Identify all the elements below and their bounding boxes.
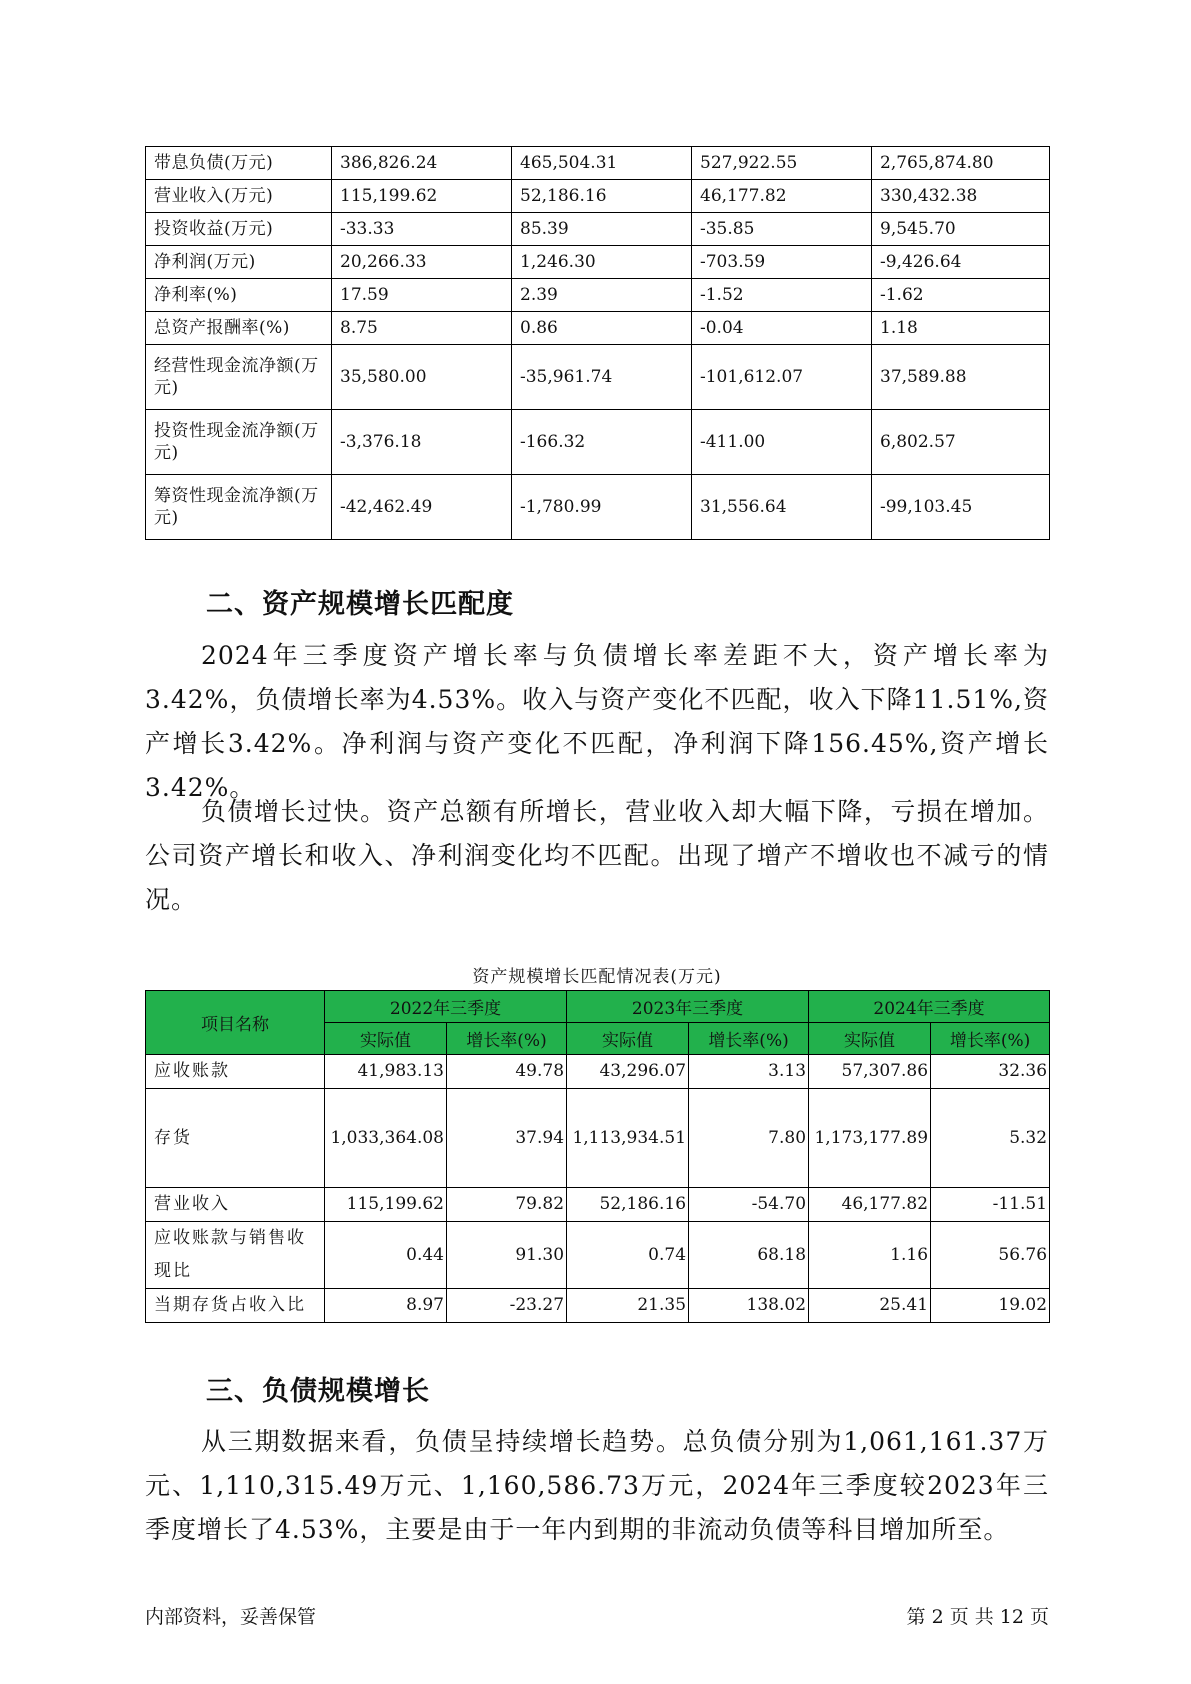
- cell-value: 0.86: [512, 312, 692, 345]
- table-row: [146, 246, 1050, 279]
- cell-value: -1.52: [692, 279, 872, 312]
- table-caption: 资产规模增长匹配情况表(万元): [472, 967, 722, 987]
- cell-value: -0.04: [692, 312, 872, 345]
- cell-value: 56.76: [931, 1222, 1050, 1289]
- cell-value: 85.39: [512, 213, 692, 246]
- cell-value: 115,199.62: [325, 1188, 447, 1222]
- cell-value: 330,432.38: [872, 180, 1050, 213]
- paragraph: 负债增长过快。资产总额有所增长，营业收入却大幅下降，亏损在增加。公司资产增长和收入、净利润变化均不匹配。出现了增产不增收也不减亏的情况。: [145, 797, 1049, 914]
- row-label: 总资产报酬率(%): [146, 312, 332, 345]
- column-header-growth: 增长率(%): [447, 1023, 567, 1055]
- cell-value: 8.97: [325, 1289, 447, 1323]
- cell-value: 49.78: [447, 1055, 567, 1089]
- cell-value: 1,033,364.08: [325, 1089, 447, 1188]
- table-row: [146, 1188, 1050, 1222]
- cell-value: 79.82: [447, 1188, 567, 1222]
- table-row: [146, 1089, 1050, 1188]
- row-label: 经营性现金流净额(万元): [146, 345, 332, 410]
- cell-value: 41,983.13: [325, 1055, 447, 1089]
- cell-value: 8.75: [332, 312, 512, 345]
- cell-value: 57,307.86: [809, 1055, 931, 1089]
- row-label: 应收账款: [146, 1055, 325, 1089]
- cell-value: 32.36: [931, 1055, 1050, 1089]
- cell-value: 7.80: [689, 1089, 809, 1188]
- table-row: [146, 279, 1050, 312]
- row-label: 营业收入(万元): [146, 180, 332, 213]
- cell-value: 0.74: [567, 1222, 689, 1289]
- table-row: [146, 410, 1050, 475]
- cell-value: 5.32: [931, 1089, 1050, 1188]
- cell-value: -703.59: [692, 246, 872, 279]
- cell-value: 25.41: [809, 1289, 931, 1323]
- cell-value: 68.18: [689, 1222, 809, 1289]
- cell-value: -35.85: [692, 213, 872, 246]
- footer-page-number: 第 2 页 共 12 页: [906, 1606, 1049, 1628]
- row-label: 投资性现金流净额(万元): [146, 410, 332, 475]
- cell-value: -23.27: [447, 1289, 567, 1323]
- row-label: 投资收益(万元): [146, 213, 332, 246]
- cell-value: 1,173,177.89: [809, 1089, 931, 1188]
- cell-value: -3,376.18: [332, 410, 512, 475]
- cell-value: -101,612.07: [692, 345, 872, 410]
- section-heading: 二、资产规模增长匹配度: [206, 589, 514, 620]
- cell-value: 46,177.82: [809, 1188, 931, 1222]
- cell-value: 17.59: [332, 279, 512, 312]
- cell-value: 2.39: [512, 279, 692, 312]
- cell-value: 43,296.07: [567, 1055, 689, 1089]
- table-row: [146, 312, 1050, 345]
- financial-indicators-table: [145, 146, 1050, 540]
- cell-value: 46,177.82: [692, 180, 872, 213]
- cell-value: 37,589.88: [872, 345, 1050, 410]
- cell-value: 35,580.00: [332, 345, 512, 410]
- cell-value: 1,113,934.51: [567, 1089, 689, 1188]
- cell-value: 37.94: [447, 1089, 567, 1188]
- cell-value: 465,504.31: [512, 147, 692, 180]
- cell-value: 52,186.16: [512, 180, 692, 213]
- column-header-year: 2024年三季度: [809, 991, 1050, 1023]
- row-label: 当期存货占收入比: [146, 1289, 325, 1323]
- table-row: [146, 345, 1050, 410]
- table-row: [146, 1222, 1050, 1289]
- cell-value: 138.02: [689, 1289, 809, 1323]
- cell-value: 0.44: [325, 1222, 447, 1289]
- column-header-item: 项目名称: [146, 991, 325, 1055]
- table-row: [146, 1289, 1050, 1323]
- table-row: [146, 1055, 1050, 1089]
- paragraph: 2024年三季度资产增长率与负债增长率差距不大，资产增长率为3.42%，负债增长率为4.53%。收入与资产变化不匹配，收入下降11.51%,资产增长3.42%。净利润与资产变化不匹配，净利润下降156.45%,资产增长3.42%。: [145, 641, 1049, 802]
- paragraph: 从三期数据来看，负债呈持续增长趋势。总负债分别为1,061,161.37万元、1,110,315.49万元、1,160,586.73万元，2024年三季度较2023年三季度增长了4.53%，主要是由于一年内到期的非流动负债等科目增加所至。: [145, 1427, 1049, 1544]
- cell-value: -35,961.74: [512, 345, 692, 410]
- table-row: [146, 180, 1050, 213]
- column-header-year: 2023年三季度: [567, 991, 809, 1023]
- cell-value: 20,266.33: [332, 246, 512, 279]
- section-heading: 三、负债规模增长: [206, 1376, 430, 1407]
- row-label: 净利率(%): [146, 279, 332, 312]
- row-label: 应收账款与销售收现比: [146, 1222, 325, 1289]
- cell-value: 31,556.64: [692, 475, 872, 540]
- footer-confidential-note: 内部资料，妥善保管: [145, 1606, 317, 1628]
- cell-value: 115,199.62: [332, 180, 512, 213]
- column-header-growth: 增长率(%): [689, 1023, 809, 1055]
- column-header-actual: 实际值: [325, 1023, 447, 1055]
- cell-value: -54.70: [689, 1188, 809, 1222]
- row-label: 营业收入: [146, 1188, 325, 1222]
- cell-value: 1.18: [872, 312, 1050, 345]
- table-row: [146, 213, 1050, 246]
- cell-value: 6,802.57: [872, 410, 1050, 475]
- column-header-actual: 实际值: [809, 1023, 931, 1055]
- cell-value: 3.13: [689, 1055, 809, 1089]
- cell-value: 21.35: [567, 1289, 689, 1323]
- column-header-year: 2022年三季度: [325, 991, 567, 1023]
- cell-value: 91.30: [447, 1222, 567, 1289]
- row-label: 筹资性现金流净额(万元): [146, 475, 332, 540]
- cell-value: -99,103.45: [872, 475, 1050, 540]
- cell-value: -1,780.99: [512, 475, 692, 540]
- cell-value: -11.51: [931, 1188, 1050, 1222]
- table-row: [146, 147, 1050, 180]
- cell-value: 386,826.24: [332, 147, 512, 180]
- table-row: [146, 475, 1050, 540]
- cell-value: -33.33: [332, 213, 512, 246]
- cell-value: 2,765,874.80: [872, 147, 1050, 180]
- cell-value: -1.62: [872, 279, 1050, 312]
- cell-value: -42,462.49: [332, 475, 512, 540]
- cell-value: -166.32: [512, 410, 692, 475]
- cell-value: 1,246.30: [512, 246, 692, 279]
- cell-value: 52,186.16: [567, 1188, 689, 1222]
- cell-value: 1.16: [809, 1222, 931, 1289]
- column-header-actual: 实际值: [567, 1023, 689, 1055]
- column-header-growth: 增长率(%): [931, 1023, 1050, 1055]
- row-label: 净利润(万元): [146, 246, 332, 279]
- cell-value: 9,545.70: [872, 213, 1050, 246]
- row-label: 存货: [146, 1089, 325, 1188]
- row-label: 带息负债(万元): [146, 147, 332, 180]
- cell-value: -411.00: [692, 410, 872, 475]
- cell-value: 527,922.55: [692, 147, 872, 180]
- cell-value: -9,426.64: [872, 246, 1050, 279]
- cell-value: 19.02: [931, 1289, 1050, 1323]
- header-row: [146, 991, 1050, 1023]
- asset-growth-match-table: [145, 990, 1050, 1323]
